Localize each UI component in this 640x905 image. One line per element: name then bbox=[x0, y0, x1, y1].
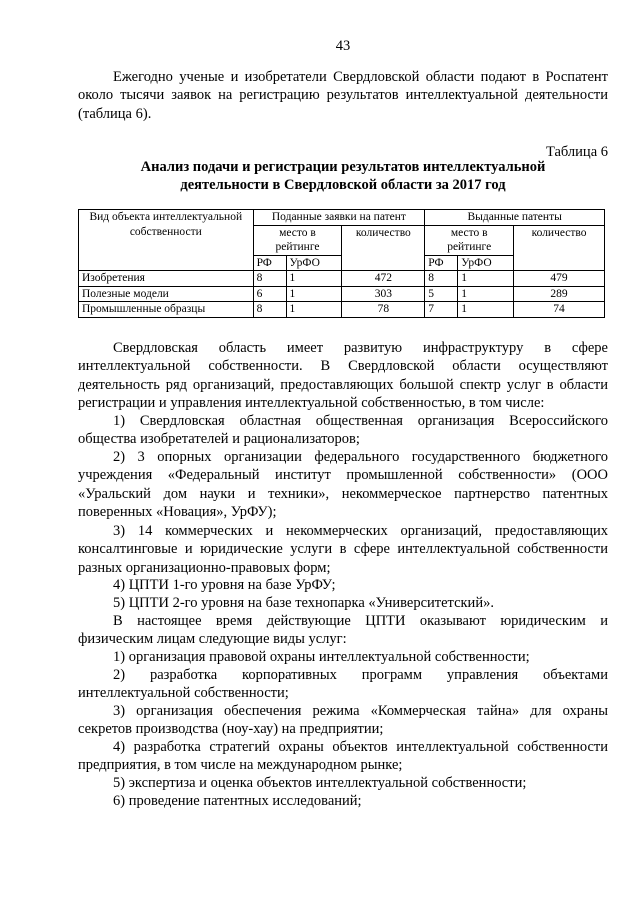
service-list-item: 2) разработка корпоративных программ управления объектами интеллектуальной собственности; bbox=[78, 667, 608, 702]
cell-filed-rf: 8 bbox=[253, 271, 286, 287]
cell-filed-rf: 6 bbox=[253, 286, 286, 302]
header-filed: Поданные заявки на патент bbox=[253, 210, 425, 226]
header-rf: РФ bbox=[425, 255, 458, 271]
service-list-item: 6) проведение патентных исследований; bbox=[113, 793, 362, 809]
header-urfo: УрФО bbox=[458, 255, 514, 271]
org-list-item: 1) Свердловская областная общественная организация Всероссийского общества изобретателей и рационализаторов; bbox=[78, 413, 608, 448]
cell-filed-urfo: 1 bbox=[286, 286, 342, 302]
header-quantity: количество bbox=[514, 225, 605, 271]
header-urfo: УрФО bbox=[286, 255, 342, 271]
page-number: 43 bbox=[335, 38, 351, 54]
row-name: Изобретения bbox=[79, 271, 254, 287]
table-label: Таблица 6 bbox=[545, 144, 608, 160]
table-row bbox=[79, 286, 605, 302]
intro-paragraph: Ежегодно ученые и изобретатели Свердловской области подают в Роспатент около тысячи заявок на регистрацию результатов интеллектуальной деятельности (таблица 6). bbox=[78, 69, 608, 122]
row-name: Промышленные образцы bbox=[79, 302, 254, 318]
cell-granted-rf: 8 bbox=[425, 271, 458, 287]
cell-granted-urfo: 1 bbox=[458, 302, 514, 318]
infrastructure-paragraph: Свердловская область имеет развитую инфраструктуру в сфере интеллектуальной собственности. В Свердловской области осуществляют деятельность ряд организаций, предоставляющих большой спектр услуг в области регистрации и управления интеллектуальной собственностью, в том числе: bbox=[78, 340, 608, 412]
org-list-item: 4) ЦПТИ 1-го уровня на базе УрФУ; bbox=[113, 577, 336, 593]
cell-granted-qty: 479 bbox=[514, 271, 605, 287]
header-granted: Выданные патенты bbox=[425, 210, 605, 226]
cell-granted-rf: 5 bbox=[425, 286, 458, 302]
header-rf: РФ bbox=[253, 255, 286, 271]
services-intro: В настоящее время действующие ЦПТИ оказывают юридическим и физическим лицам следующие виды услуг: bbox=[78, 613, 608, 648]
cell-filed-qty: 303 bbox=[342, 286, 425, 302]
service-list-item: 4) разработка стратегий охраны объектов интеллектуальной собственности предприятия, в том числе на международном рынке; bbox=[78, 739, 608, 774]
cell-granted-rf: 7 bbox=[425, 302, 458, 318]
cell-granted-urfo: 1 bbox=[458, 286, 514, 302]
header-rank: место в рейтинге bbox=[253, 225, 342, 255]
cell-filed-qty: 78 bbox=[342, 302, 425, 318]
row-name: Полезные модели bbox=[79, 286, 254, 302]
header-object-type: Вид объекта интеллектуальной собственности bbox=[79, 210, 254, 271]
cell-filed-rf: 8 bbox=[253, 302, 286, 318]
org-list-item: 2) 3 опорных организации федерального государственного бюджетного учреждения «Федеральный институт промышленной собственности» (ООО «Уральский дом науки и техники», некоммерческое партнерство патентных поверенных «Новация», УрФУ); bbox=[78, 449, 608, 521]
service-list-item: 5) экспертиза и оценка объектов интеллектуальной собственности; bbox=[113, 775, 527, 791]
table-title bbox=[78, 158, 608, 195]
org-list-item: 3) 14 коммерческих и некоммерческих организаций, предоставляющих консалтинговые и юридические услуги в сфере интеллектуальной собственности разных организационно-правовых форм; bbox=[78, 523, 608, 576]
header-rank: место в рейтинге bbox=[425, 225, 514, 255]
org-list-item: 5) ЦПТИ 2-го уровня на базе технопарка «Университетский». bbox=[113, 595, 494, 611]
table-row bbox=[79, 302, 605, 318]
table-title-line: деятельности в Свердловской области за 2017 год bbox=[180, 177, 506, 194]
table-row bbox=[79, 271, 605, 287]
table-title-line: Анализ подачи и регистрации результатов интеллектуальной bbox=[140, 159, 546, 175]
service-list-item: 1) организация правовой охраны интеллектуальной собственности; bbox=[113, 649, 530, 665]
cell-filed-qty: 472 bbox=[342, 271, 425, 287]
cell-filed-urfo: 1 bbox=[286, 302, 342, 318]
cell-filed-urfo: 1 bbox=[286, 271, 342, 287]
cell-granted-urfo: 1 bbox=[458, 271, 514, 287]
cell-granted-qty: 289 bbox=[514, 286, 605, 302]
patent-table bbox=[78, 209, 605, 318]
table-header-row bbox=[79, 210, 605, 226]
cell-granted-qty: 74 bbox=[514, 302, 605, 318]
service-list-item: 3) организация обеспечения режима «Коммерческая тайна» для охраны секретов производства (ноу-хау) на предприятии; bbox=[78, 703, 608, 738]
header-quantity: количество bbox=[342, 225, 425, 271]
